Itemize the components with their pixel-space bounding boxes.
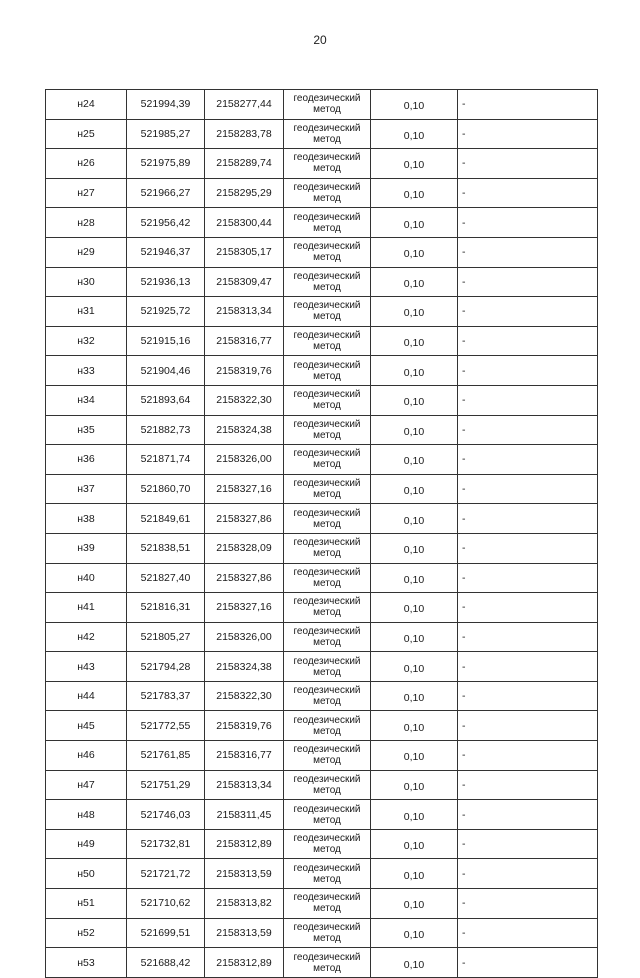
note-cell: - — [458, 711, 598, 741]
method-line-2: метод — [313, 489, 341, 501]
x-coordinate-cell: 521849,61 — [127, 504, 205, 534]
point-id-cell: н32 — [46, 326, 127, 356]
method-line-1: геодезический — [293, 685, 361, 697]
accuracy-cell: 0,10 — [371, 326, 458, 356]
method-cell — [284, 741, 371, 771]
note-cell: - — [458, 445, 598, 475]
table-row — [46, 385, 598, 415]
method-cell — [284, 474, 371, 504]
note-cell: - — [458, 622, 598, 652]
method-cell — [284, 297, 371, 327]
note-cell: - — [458, 770, 598, 800]
point-id-cell: н41 — [46, 593, 127, 623]
point-id-cell: н31 — [46, 297, 127, 327]
method-line-2: метод — [313, 311, 341, 323]
method-cell — [284, 563, 371, 593]
note-cell: - — [458, 889, 598, 919]
method-cell — [284, 681, 371, 711]
accuracy-cell: 0,10 — [371, 652, 458, 682]
note-cell: - — [458, 474, 598, 504]
x-coordinate-cell: 521860,70 — [127, 474, 205, 504]
x-coordinate-cell: 521994,39 — [127, 90, 205, 120]
x-coordinate-cell: 521805,27 — [127, 622, 205, 652]
x-coordinate-cell: 521746,03 — [127, 800, 205, 830]
method-cell — [284, 593, 371, 623]
method-cell — [284, 622, 371, 652]
note-cell: - — [458, 297, 598, 327]
method-line-1: геодезический — [293, 892, 361, 904]
method-cell — [284, 119, 371, 149]
method-cell — [284, 711, 371, 741]
table-row — [46, 681, 598, 711]
table-row — [46, 652, 598, 682]
y-coordinate-cell: 2158309,47 — [205, 267, 284, 297]
table-row — [46, 622, 598, 652]
method-line-1: геодезический — [293, 507, 361, 519]
point-id-cell: н30 — [46, 267, 127, 297]
x-coordinate-cell: 521936,13 — [127, 267, 205, 297]
note-cell: - — [458, 652, 598, 682]
accuracy-cell: 0,10 — [371, 356, 458, 386]
accuracy-cell: 0,10 — [371, 504, 458, 534]
accuracy-cell: 0,10 — [371, 149, 458, 179]
accuracy-cell: 0,10 — [371, 267, 458, 297]
note-cell: - — [458, 385, 598, 415]
point-id-cell: н49 — [46, 829, 127, 859]
table-row — [46, 918, 598, 948]
y-coordinate-cell: 2158327,86 — [205, 563, 284, 593]
y-coordinate-cell: 2158312,89 — [205, 829, 284, 859]
y-coordinate-cell: 2158300,44 — [205, 208, 284, 238]
accuracy-cell: 0,10 — [371, 119, 458, 149]
method-line-1: геодезический — [293, 596, 361, 608]
method-line-2: метод — [313, 784, 341, 796]
method-cell — [284, 504, 371, 534]
point-id-cell: н34 — [46, 385, 127, 415]
method-line-1: геодезический — [293, 537, 361, 549]
table-row — [46, 800, 598, 830]
method-line-1: геодезический — [293, 152, 361, 164]
note-cell: - — [458, 859, 598, 889]
method-cell — [284, 829, 371, 859]
method-line-2: метод — [313, 193, 341, 205]
point-id-cell: н25 — [46, 119, 127, 149]
note-cell: - — [458, 356, 598, 386]
note-cell: - — [458, 563, 598, 593]
method-cell — [284, 652, 371, 682]
method-line-1: геодезический — [293, 182, 361, 194]
x-coordinate-cell: 521710,62 — [127, 889, 205, 919]
point-id-cell: н29 — [46, 237, 127, 267]
accuracy-cell: 0,10 — [371, 533, 458, 563]
y-coordinate-cell: 2158313,59 — [205, 918, 284, 948]
x-coordinate-cell: 521751,29 — [127, 770, 205, 800]
method-line-2: метод — [313, 518, 341, 530]
x-coordinate-cell: 521882,73 — [127, 415, 205, 445]
method-cell — [284, 356, 371, 386]
method-line-2: метод — [313, 400, 341, 412]
x-coordinate-cell: 521732,81 — [127, 829, 205, 859]
x-coordinate-cell: 521925,72 — [127, 297, 205, 327]
method-cell — [284, 948, 371, 978]
accuracy-cell: 0,10 — [371, 829, 458, 859]
y-coordinate-cell: 2158326,00 — [205, 445, 284, 475]
y-coordinate-cell: 2158319,76 — [205, 356, 284, 386]
y-coordinate-cell: 2158313,34 — [205, 297, 284, 327]
point-id-cell: н48 — [46, 800, 127, 830]
method-cell — [284, 918, 371, 948]
y-coordinate-cell: 2158324,38 — [205, 652, 284, 682]
method-cell — [284, 770, 371, 800]
point-id-cell: н51 — [46, 889, 127, 919]
table-row — [46, 889, 598, 919]
method-cell — [284, 178, 371, 208]
method-line-2: метод — [313, 666, 341, 678]
method-cell — [284, 800, 371, 830]
point-id-cell: н50 — [46, 859, 127, 889]
point-id-cell: н47 — [46, 770, 127, 800]
method-line-2: метод — [313, 222, 341, 234]
table-row — [46, 356, 598, 386]
method-cell — [284, 149, 371, 179]
y-coordinate-cell: 2158327,86 — [205, 504, 284, 534]
y-coordinate-cell: 2158316,77 — [205, 741, 284, 771]
x-coordinate-cell: 521946,37 — [127, 237, 205, 267]
x-coordinate-cell: 521699,51 — [127, 918, 205, 948]
method-line-2: метод — [313, 755, 341, 767]
method-line-1: геодезический — [293, 93, 361, 105]
method-line-2: метод — [313, 725, 341, 737]
accuracy-cell: 0,10 — [371, 918, 458, 948]
point-id-cell: н28 — [46, 208, 127, 238]
method-cell — [284, 326, 371, 356]
x-coordinate-cell: 521871,74 — [127, 445, 205, 475]
note-cell: - — [458, 918, 598, 948]
point-id-cell: н53 — [46, 948, 127, 978]
method-line-1: геодезический — [293, 803, 361, 815]
point-id-cell: н26 — [46, 149, 127, 179]
point-id-cell: н42 — [46, 622, 127, 652]
method-cell — [284, 415, 371, 445]
y-coordinate-cell: 2158322,30 — [205, 681, 284, 711]
note-cell: - — [458, 119, 598, 149]
accuracy-cell: 0,10 — [371, 385, 458, 415]
y-coordinate-cell: 2158283,78 — [205, 119, 284, 149]
y-coordinate-cell: 2158328,09 — [205, 533, 284, 563]
note-cell: - — [458, 90, 598, 120]
accuracy-cell: 0,10 — [371, 237, 458, 267]
method-line-2: метод — [313, 636, 341, 648]
method-line-2: метод — [313, 903, 341, 915]
y-coordinate-cell: 2158295,29 — [205, 178, 284, 208]
y-coordinate-cell: 2158289,74 — [205, 149, 284, 179]
method-line-1: геодезический — [293, 566, 361, 578]
y-coordinate-cell: 2158305,17 — [205, 237, 284, 267]
point-id-cell: н27 — [46, 178, 127, 208]
accuracy-cell: 0,10 — [371, 474, 458, 504]
method-line-1: геодезический — [293, 448, 361, 460]
accuracy-cell: 0,10 — [371, 622, 458, 652]
method-cell — [284, 237, 371, 267]
method-line-1: геодезический — [293, 655, 361, 667]
y-coordinate-cell: 2158319,76 — [205, 711, 284, 741]
point-id-cell: н24 — [46, 90, 127, 120]
accuracy-cell: 0,10 — [371, 859, 458, 889]
method-line-1: геодезический — [293, 211, 361, 223]
table-row — [46, 178, 598, 208]
table-row — [46, 593, 598, 623]
note-cell: - — [458, 948, 598, 978]
note-cell: - — [458, 178, 598, 208]
point-id-cell: н39 — [46, 533, 127, 563]
method-line-2: метод — [313, 163, 341, 175]
coordinates-table-body — [46, 90, 598, 978]
note-cell: - — [458, 149, 598, 179]
method-cell — [284, 889, 371, 919]
method-line-1: геодезический — [293, 833, 361, 845]
accuracy-cell: 0,10 — [371, 178, 458, 208]
method-line-2: метод — [313, 104, 341, 116]
y-coordinate-cell: 2158313,59 — [205, 859, 284, 889]
y-coordinate-cell: 2158316,77 — [205, 326, 284, 356]
x-coordinate-cell: 521956,42 — [127, 208, 205, 238]
point-id-cell: н43 — [46, 652, 127, 682]
note-cell: - — [458, 533, 598, 563]
table-row — [46, 504, 598, 534]
accuracy-cell: 0,10 — [371, 208, 458, 238]
table-row — [46, 859, 598, 889]
note-cell: - — [458, 681, 598, 711]
y-coordinate-cell: 2158311,45 — [205, 800, 284, 830]
method-line-2: метод — [313, 281, 341, 293]
note-cell: - — [458, 415, 598, 445]
accuracy-cell: 0,10 — [371, 948, 458, 978]
coordinates-table — [45, 89, 598, 978]
method-line-2: метод — [313, 341, 341, 353]
method-line-2: метод — [313, 577, 341, 589]
method-cell — [284, 385, 371, 415]
note-cell: - — [458, 326, 598, 356]
accuracy-cell: 0,10 — [371, 415, 458, 445]
table-row — [46, 770, 598, 800]
accuracy-cell: 0,10 — [371, 681, 458, 711]
table-row — [46, 267, 598, 297]
method-line-2: метод — [313, 814, 341, 826]
method-line-2: метод — [313, 429, 341, 441]
note-cell: - — [458, 267, 598, 297]
method-line-1: геодезический — [293, 921, 361, 933]
x-coordinate-cell: 521794,28 — [127, 652, 205, 682]
method-cell — [284, 859, 371, 889]
y-coordinate-cell: 2158327,16 — [205, 593, 284, 623]
y-coordinate-cell: 2158277,44 — [205, 90, 284, 120]
table-row — [46, 149, 598, 179]
x-coordinate-cell: 521893,64 — [127, 385, 205, 415]
point-id-cell: н45 — [46, 711, 127, 741]
accuracy-cell: 0,10 — [371, 593, 458, 623]
note-cell: - — [458, 800, 598, 830]
x-coordinate-cell: 521761,85 — [127, 741, 205, 771]
method-line-1: геодезический — [293, 744, 361, 756]
note-cell: - — [458, 208, 598, 238]
method-line-2: метод — [313, 607, 341, 619]
point-id-cell: н52 — [46, 918, 127, 948]
x-coordinate-cell: 521966,27 — [127, 178, 205, 208]
table-row — [46, 563, 598, 593]
method-cell — [284, 267, 371, 297]
point-id-cell: н44 — [46, 681, 127, 711]
y-coordinate-cell: 2158312,89 — [205, 948, 284, 978]
accuracy-cell: 0,10 — [371, 297, 458, 327]
point-id-cell: н40 — [46, 563, 127, 593]
method-cell — [284, 445, 371, 475]
method-line-1: геодезический — [293, 862, 361, 874]
note-cell: - — [458, 741, 598, 771]
y-coordinate-cell: 2158327,16 — [205, 474, 284, 504]
y-coordinate-cell: 2158313,82 — [205, 889, 284, 919]
point-id-cell: н46 — [46, 741, 127, 771]
method-line-1: геодезический — [293, 478, 361, 490]
table-row — [46, 297, 598, 327]
method-line-2: метод — [313, 459, 341, 471]
table-row — [46, 711, 598, 741]
x-coordinate-cell: 521985,27 — [127, 119, 205, 149]
note-cell: - — [458, 829, 598, 859]
method-line-1: геодезический — [293, 389, 361, 401]
x-coordinate-cell: 521915,16 — [127, 326, 205, 356]
method-line-1: геодезический — [293, 418, 361, 430]
accuracy-cell: 0,10 — [371, 90, 458, 120]
table-row — [46, 90, 598, 120]
method-line-1: геодезический — [293, 714, 361, 726]
point-id-cell: н33 — [46, 356, 127, 386]
table-row — [46, 445, 598, 475]
method-line-1: геодезический — [293, 951, 361, 963]
method-line-1: геодезический — [293, 300, 361, 312]
table-row — [46, 474, 598, 504]
method-line-2: метод — [313, 873, 341, 885]
x-coordinate-cell: 521975,89 — [127, 149, 205, 179]
method-line-2: метод — [313, 370, 341, 382]
accuracy-cell: 0,10 — [371, 889, 458, 919]
point-id-cell: н35 — [46, 415, 127, 445]
accuracy-cell: 0,10 — [371, 563, 458, 593]
method-line-2: метод — [313, 844, 341, 856]
method-line-2: метод — [313, 548, 341, 560]
point-id-cell: н38 — [46, 504, 127, 534]
table-row — [46, 208, 598, 238]
method-line-1: геодезический — [293, 241, 361, 253]
method-line-1: геодезический — [293, 270, 361, 282]
table-row — [46, 533, 598, 563]
table-row — [46, 237, 598, 267]
table-row — [46, 415, 598, 445]
table-row — [46, 741, 598, 771]
method-line-1: геодезический — [293, 359, 361, 371]
accuracy-cell: 0,10 — [371, 770, 458, 800]
x-coordinate-cell: 521721,72 — [127, 859, 205, 889]
accuracy-cell: 0,10 — [371, 711, 458, 741]
accuracy-cell: 0,10 — [371, 445, 458, 475]
y-coordinate-cell: 2158322,30 — [205, 385, 284, 415]
table-row — [46, 326, 598, 356]
x-coordinate-cell: 521838,51 — [127, 533, 205, 563]
table-row — [46, 119, 598, 149]
method-line-1: геодезический — [293, 122, 361, 134]
x-coordinate-cell: 521904,46 — [127, 356, 205, 386]
point-id-cell: н37 — [46, 474, 127, 504]
y-coordinate-cell: 2158324,38 — [205, 415, 284, 445]
method-line-1: геодезический — [293, 773, 361, 785]
method-line-2: метод — [313, 932, 341, 944]
note-cell: - — [458, 504, 598, 534]
y-coordinate-cell: 2158326,00 — [205, 622, 284, 652]
method-line-2: метод — [313, 133, 341, 145]
method-line-1: геодезический — [293, 330, 361, 342]
method-cell — [284, 533, 371, 563]
table-row — [46, 829, 598, 859]
method-line-2: метод — [313, 252, 341, 264]
method-line-2: метод — [313, 696, 341, 708]
x-coordinate-cell: 521827,40 — [127, 563, 205, 593]
table-row — [46, 948, 598, 978]
x-coordinate-cell: 521816,31 — [127, 593, 205, 623]
method-line-2: метод — [313, 962, 341, 974]
method-cell — [284, 90, 371, 120]
x-coordinate-cell: 521688,42 — [127, 948, 205, 978]
page-number: 20 — [313, 33, 327, 47]
x-coordinate-cell: 521772,55 — [127, 711, 205, 741]
note-cell: - — [458, 593, 598, 623]
x-coordinate-cell: 521783,37 — [127, 681, 205, 711]
method-cell — [284, 208, 371, 238]
accuracy-cell: 0,10 — [371, 741, 458, 771]
point-id-cell: н36 — [46, 445, 127, 475]
method-line-1: геодезический — [293, 625, 361, 637]
y-coordinate-cell: 2158313,34 — [205, 770, 284, 800]
accuracy-cell: 0,10 — [371, 800, 458, 830]
note-cell: - — [458, 237, 598, 267]
